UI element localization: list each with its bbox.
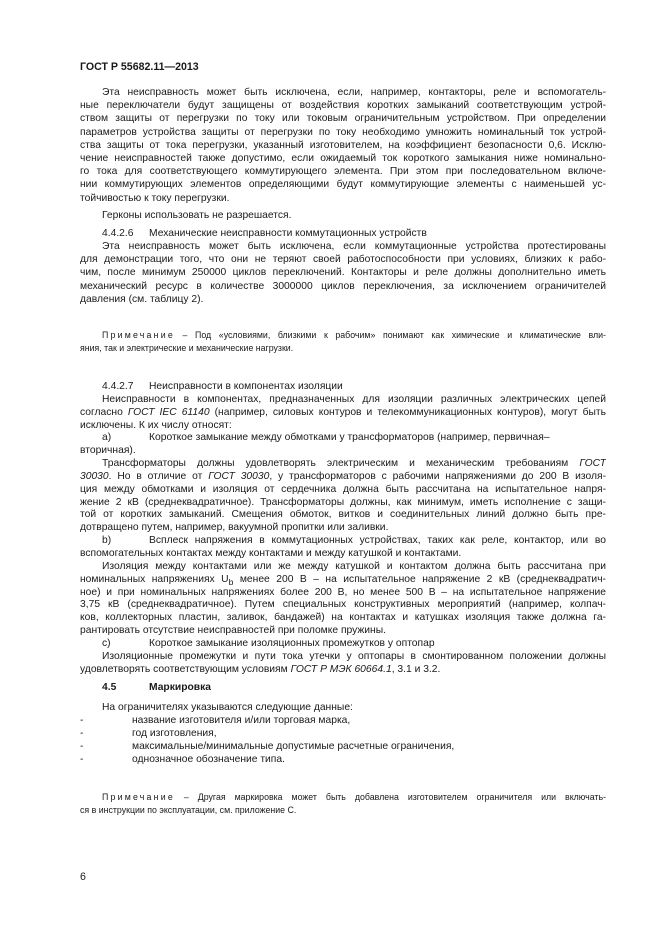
text-line: ся в инструкции по эксплуатации, см. приложение С. <box>80 805 297 815</box>
text-run: удовлетворять соответствующим условиям <box>80 663 291 675</box>
text-line: ства защиты от тока перегрузки, указанный изготовителем, на коэффициент безопасности 0,6. Исклю- <box>80 139 606 151</box>
text-line: На ограничителях указываются следующие данные: <box>102 702 353 713</box>
text-line: Изоляция между контактами или же между катушкой и контактом должна быть рассчитана при <box>102 560 606 572</box>
text-line: давления (см. таблицу 2). <box>80 293 204 305</box>
text-line <box>80 458 606 471</box>
note-label: Примечание <box>102 792 175 802</box>
text-line: 3,75 кВ (среднеквадратичное). Путем специальных конструктивных мероприятий (например, колпач- <box>80 599 606 611</box>
list-item-text: название изготовителя и/или торговая марка, <box>132 715 351 726</box>
item-text: Всплеск напряжения в коммутационных устройствах, таких как реле, контактор, или во <box>149 535 606 547</box>
paragraph <box>80 458 606 535</box>
text-line: ция между обмотками и изоляция от сердечника должна быть рассчитана на испытательное напря- <box>80 483 606 495</box>
text-run: согласно <box>80 406 128 418</box>
text-line: параметров устройства защиты от перегрузки по току необходимо умножить номинальный ток устрой- <box>80 126 606 138</box>
text-line <box>80 329 606 342</box>
list-item <box>80 727 606 740</box>
item-marker: a) <box>102 432 112 444</box>
text-line <box>80 445 606 458</box>
heading-line <box>80 381 606 394</box>
list-item-text: год изготовления, <box>132 728 217 739</box>
standard-reference: ГОСТ Р МЭК 60664.1 <box>290 663 392 675</box>
text-line: дотвращено путем, например, вакуумной пропитки или заливки. <box>80 522 389 534</box>
heading-line <box>80 227 606 240</box>
section-title: Маркировка <box>149 682 211 693</box>
text-line <box>80 471 606 484</box>
standard-reference: 30030 <box>80 470 109 482</box>
text-line: чим, после минимум 250000 циклов переключений. Контакторы и реле должны дополнительно иметь <box>80 267 606 279</box>
note <box>80 791 606 817</box>
item-text: Короткое замыкание изоляционных промежутков у оптопар <box>149 637 435 649</box>
paragraph <box>80 651 606 677</box>
text-line <box>80 791 606 804</box>
text-line: Неисправности в компонентах, предназначенных для изоляции различных электрических цепей <box>102 393 606 405</box>
text-line <box>80 432 606 445</box>
text-run: номинальных напряжениях U <box>80 573 229 585</box>
text-line: для демонстрации того, что они не теряют своей работоспособности при условиях, близких к рабо- <box>80 254 606 266</box>
list-item <box>80 753 606 766</box>
standard-reference: ГОСТ <box>579 458 606 470</box>
text-line <box>80 548 606 561</box>
paragraph <box>80 240 606 306</box>
text-line: механический ресурс в количестве 3000000 циклов переключения, за исключением ограничителей <box>80 280 606 292</box>
page-number: 6 <box>80 871 86 883</box>
list-item-text: максимальные/минимальные допустимые расчетные ограничения, <box>132 741 455 752</box>
document-header: ГОСТ Р 55682.11—2013 <box>80 61 199 73</box>
text-line: ством защиты от перегрузки по току или токовым ограничительным устройством. При определении <box>80 113 606 125</box>
text-run: Трансформаторы должны удовлетворять электрическим и механическим требованиям <box>102 458 580 470</box>
section-4-4-2-7 <box>80 381 606 676</box>
section-title: Неисправности в компонентах изоляции <box>149 381 343 392</box>
text-line: ное) и при номинальных напряжениях более 200 В, но менее 500 В – на испытательное напряжение <box>80 586 606 598</box>
list-item-a <box>80 432 606 458</box>
section-number: 4.5 <box>102 682 117 693</box>
bullet-dash: - <box>80 715 84 726</box>
bullet-dash: - <box>80 728 84 739</box>
marking-list <box>80 714 606 766</box>
text-line: жение 2 кВ (среднеквадратичное). Трансформаторы должны, как минимум, иметь исполнение с защи- <box>80 496 606 508</box>
text-run: , у трансформаторов с рабочими напряжениями до 200 В изоля- <box>269 470 606 482</box>
text-run: . Но в отличие от <box>108 470 209 482</box>
paragraph <box>80 86 606 205</box>
text-line: ные переключатели будут защищены от воздействия коротких замыканий соответствующим устрой- <box>80 100 606 112</box>
paragraph <box>80 394 606 433</box>
text-line: рантировать отсутствие неисправностей при поломке пружины. <box>80 625 387 637</box>
text-line: исключены. К их числу относят: <box>80 419 232 431</box>
text-run: менее 200 В – на испытательное напряжение 2 кВ (среднеквадратич- <box>233 573 606 585</box>
text-line: Герконы использовать не разрешается. <box>102 210 292 221</box>
note <box>80 329 606 355</box>
paragraph <box>80 209 606 222</box>
text-line <box>80 407 606 420</box>
section-number: 4.4.2.6 <box>102 228 134 239</box>
item-text: вторичная). <box>80 445 136 457</box>
section-heading-4-4-2-7 <box>80 381 606 394</box>
section-title: Механические неисправности коммутационных устройств <box>149 228 427 239</box>
list-item-text: однозначное обозначение типа. <box>132 754 285 765</box>
list-item-b <box>80 535 606 561</box>
heading-line <box>80 681 606 694</box>
note-label: Примечание <box>102 330 175 340</box>
text-line <box>80 664 606 677</box>
paragraph <box>80 701 606 714</box>
text-line <box>80 638 606 651</box>
text-line: тойчивостью к току перегрузки. <box>80 192 230 204</box>
section-number: 4.4.2.7 <box>102 381 134 392</box>
text-line: нии коммутирующих элементов определяющими будут коммутирующие элементы с наименьшей ус- <box>80 179 606 191</box>
paragraph <box>80 561 606 638</box>
text-line: Эта неисправность может быть исключена, если коммутационные устройства протестированы <box>102 241 606 252</box>
text-line: Изоляционные промежутки и пути тока утечки у оптопары в смонтированном положении должны <box>102 650 606 662</box>
text-run: – Другая маркировка может быть добавлена изготовителем ограничителя или включать- <box>174 792 606 802</box>
text-line: Эта неисправность может быть исключена, если, например, контакторы, реле и вспомогатель- <box>102 87 606 98</box>
text-run: , 3.1 и 3.2. <box>391 663 441 675</box>
bullet-dash: - <box>80 741 84 752</box>
list-item-c <box>80 638 606 651</box>
section-heading-4-4-2-6 <box>80 227 606 240</box>
item-text: Короткое замыкание между обмотками у трансформаторов (например, первичная– <box>149 432 550 444</box>
item-text: вспомогательных контактах между контактами и между катушкой и контактами. <box>80 547 462 559</box>
section-heading-4-5 <box>80 681 606 694</box>
list-item <box>80 740 606 753</box>
text-line <box>80 535 606 548</box>
text-line: той от коротких замыканий. Смещения обмоток, витков и соединительных линий должно быть пре- <box>80 509 606 521</box>
text-line: го тока для соответствующего коммутирующего элемента. При этом при последовательном включе- <box>80 166 606 178</box>
standard-reference: ГОСТ IEC 61140 <box>127 406 210 418</box>
subscript: b <box>228 576 234 587</box>
list-item <box>80 714 606 727</box>
item-marker: c) <box>102 637 111 649</box>
standard-reference: ГОСТ 30030 <box>208 470 270 482</box>
text-run: – Под «условиями, близкими к рабочим» понимают как химические и климатические вли- <box>174 330 606 340</box>
text-line: яния, так и электрические и механические нагрузки. <box>80 343 294 353</box>
text-line: ков, коллекторных пластин, заливок, бандажей) на контактах и катушках изоляция также должна га- <box>80 612 606 624</box>
text-line: чение неисправностей также допустимо, если ожидаемый ток короткого замыкания ниже номинально- <box>80 152 606 164</box>
item-marker: b) <box>102 535 112 547</box>
bullet-dash: - <box>80 754 84 765</box>
text-line <box>80 574 606 587</box>
text-run: (например, силовых контуров и телекоммуникационных контуров), могут быть <box>209 406 606 418</box>
